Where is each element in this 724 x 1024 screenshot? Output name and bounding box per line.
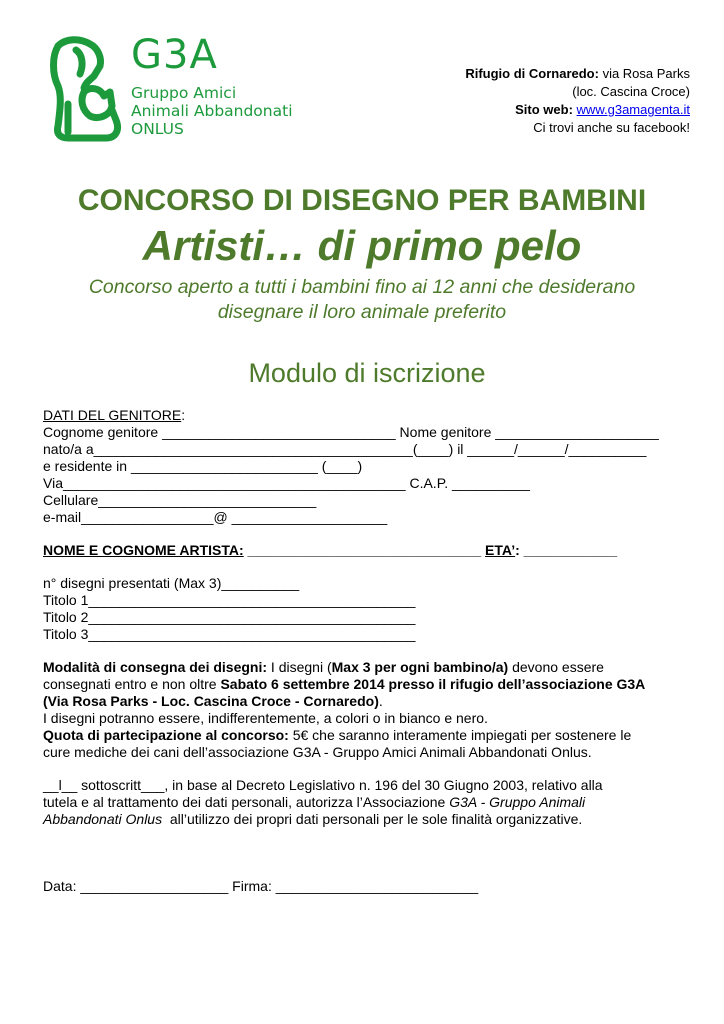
site-label: Sito web: — [515, 102, 573, 117]
delivery-text-2: consegnati entro e non oltre — [43, 676, 221, 692]
delivery-text-1: I disegni ( — [267, 659, 332, 675]
parent-surname-name-field[interactable]: Cognome genitore ______________________________ Nome genitore _____________________ — [43, 424, 659, 440]
delivery-text-1c: devono essere — [508, 659, 604, 675]
delivery-line-2 — [43, 676, 645, 693]
parent-heading — [43, 407, 185, 424]
form-title: Modulo di iscrizione — [248, 358, 486, 388]
artist-name-blank[interactable]: ______________________________ — [243, 542, 486, 558]
parent-address-field[interactable]: Via____________________________________________ C.A.P. __________ — [43, 475, 530, 491]
privacy-line-3 — [43, 811, 582, 828]
date-signature-field[interactable]: Data: ___________________ Firma: __________________________ — [43, 878, 479, 894]
drawings-count-field[interactable]: n° disegni presentati (Max 3)__________ — [43, 575, 300, 591]
privacy-line-2 — [43, 794, 585, 811]
drawing-title-3-field[interactable]: Titolo 3__________________________________________ — [43, 626, 416, 642]
privacy-assoc-1: G3A - Gruppo Animali — [449, 794, 586, 810]
contact-website — [515, 101, 690, 119]
fee-label: Quota di partecipazione al concorso: — [43, 727, 289, 743]
parent-email-field[interactable]: e-mail_________________@ ____________________ — [43, 509, 388, 525]
intro-line-1: Concorso aperto a tutti i bambini fino ai 12 anni che desiderano — [88, 276, 636, 298]
parent-heading-colon: : — [181, 407, 186, 423]
parent-birth-field[interactable]: nato/a a_________________________________________(____) il ______/______/__________ — [43, 441, 647, 457]
delivery-text-3: . — [378, 693, 383, 709]
fee-text-1: 5€ che saranno interamente impiegati per sostenere le — [288, 727, 632, 743]
contact-shelter — [465, 65, 690, 83]
contact-facebook: Ci trovi anche su facebook! — [533, 120, 690, 135]
contest-title: CONCORSO DI DISEGNO PER BAMBINI — [77, 184, 647, 217]
privacy-assoc-2: Abbandonati Onlus — [43, 811, 163, 827]
privacy-line-1[interactable]: __l__ sottoscritt___, in base al Decreto Legislativo n. 196 del 30 Giugno 2003, relativo alla — [43, 777, 603, 793]
intro-line-2: disegnare il loro animale preferito — [217, 301, 507, 323]
delivery-line-3 — [43, 693, 383, 710]
logo-line-3: ONLUS — [131, 120, 184, 138]
drawing-title-2-field[interactable]: Titolo 2__________________________________________ — [43, 609, 416, 625]
artist-name-label: NOME E COGNOME ARTISTA: — [43, 542, 244, 558]
site-link[interactable]: www.g3amagenta.it — [576, 102, 690, 117]
artist-age-blank[interactable]: : ____________ — [515, 542, 618, 558]
artist-field[interactable] — [43, 542, 617, 559]
shelter-label: Rifugio di Cornaredo: — [465, 66, 599, 81]
fee-line-1 — [43, 727, 631, 744]
shelter-address: via Rosa Parks — [598, 66, 690, 81]
logo-line-2: Animali Abbandonati — [131, 102, 293, 120]
fee-line-2: cure mediche dei cani dell’associazione G3A - Gruppo Amici Animali Abbandonati Onlus. — [43, 744, 592, 760]
delivery-place: (Via Rosa Parks - Loc. Cascina Croce - Cornaredo) — [43, 693, 379, 709]
delivery-max: Max 3 per ogni bambino/a) — [331, 659, 509, 675]
contact-location: (loc. Cascina Croce) — [572, 84, 690, 99]
dog-cat-logo-icon — [54, 40, 118, 138]
logo-line-1: Gruppo Amici — [131, 84, 237, 102]
artist-age-label: ETA’ — [485, 542, 516, 558]
g3a-logo — [46, 34, 126, 144]
privacy-text-2: tutela e al trattamento dei dati personali, autorizza l’Associazione — [43, 794, 450, 810]
delivery-label: Modalità di consegna dei disegni: — [43, 659, 268, 675]
delivery-date: Sabato 6 settembre 2014 presso il rifugio dell’associazione G3A — [220, 676, 646, 692]
logo-brand: G3A — [131, 32, 218, 78]
delivery-line-4: I disegni potranno essere, indifferentemente, a colori o in bianco e nero. — [43, 710, 488, 726]
drawing-title-1-field[interactable]: Titolo 1__________________________________________ — [43, 592, 416, 608]
contest-subtitle: Artisti… di primo pelo — [142, 222, 582, 269]
parent-residence-field[interactable]: e residente in ________________________ (____) — [43, 458, 363, 474]
privacy-text-3: all’utilizzo dei propri dati personali per le sole finalità organizzative. — [162, 811, 583, 827]
parent-heading-text: DATI DEL GENITORE — [43, 407, 182, 423]
delivery-line-1 — [43, 659, 604, 676]
contest-intro — [40, 275, 684, 325]
parent-phone-field[interactable]: Cellulare____________________________ — [43, 492, 317, 508]
